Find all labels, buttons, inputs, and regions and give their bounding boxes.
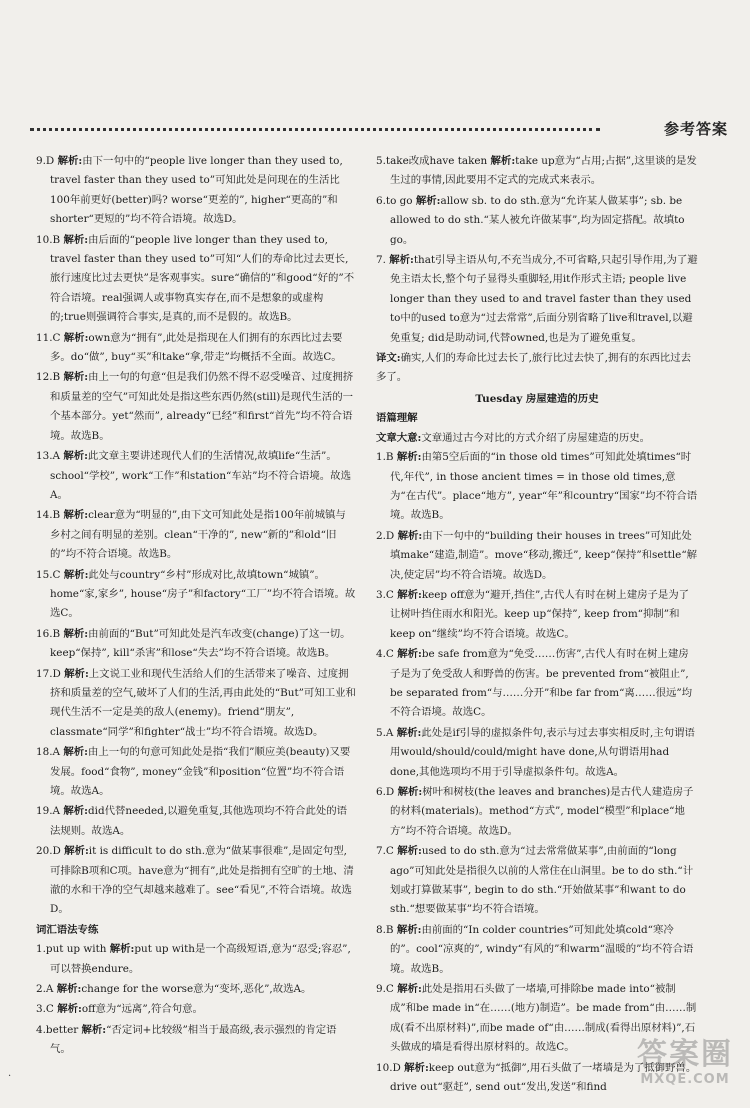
answer-number: 5.take改成have taken (376, 155, 488, 167)
reading-answer-list (376, 448, 698, 1097)
answer-number: 9.C (376, 983, 394, 996)
answer-entry (36, 231, 356, 328)
answer-number: 17.D (36, 667, 61, 680)
article-summary (376, 429, 698, 448)
analysis-label: 解析: (63, 233, 89, 246)
analysis-label: 解析: (396, 726, 422, 739)
analysis-text: off意为“远离”,符合句意。 (81, 1003, 203, 1016)
answer-number: 20.D (36, 845, 61, 858)
answer-number: 8.B (376, 923, 394, 936)
answer-entry (36, 940, 356, 979)
answer-number: 12.B (36, 371, 61, 384)
reading-label: 语篇理解 (376, 412, 418, 425)
analysis-text: 此处是if引导的虚拟条件句,表示与过去事实相反时,主句谓语用would/should/could/might have done,从句谓语用had done,其他选项均不用于引导虚拟条件句。故选A。 (390, 726, 695, 778)
analysis-label: 解析: (404, 1061, 429, 1074)
answer-number: 10.D (376, 1061, 401, 1074)
analysis-label: 解析: (109, 943, 135, 956)
answer-number: 11.C (36, 331, 61, 344)
analysis-label: 解析: (63, 450, 88, 463)
analysis-label: 解析: (397, 786, 423, 798)
analysis-label: 解析: (490, 155, 516, 167)
answer-number: 15.C (36, 568, 61, 581)
tuesday-section-title: Tuesday 房屋建造的历史 (475, 392, 599, 405)
analysis-text: “否定词+比较级”相当于最高级,表示强烈的肯定语气。 (50, 1023, 337, 1056)
answer-entry (376, 251, 698, 348)
watermark-url: MXQE.COM (640, 1072, 730, 1087)
answer-number: 13.A (36, 450, 61, 463)
answer-number: 10.B (36, 233, 61, 246)
margin-mark: · (8, 1071, 12, 1082)
left-column (36, 152, 356, 1061)
analysis-label: 解析: (415, 194, 441, 207)
answer-entry (36, 665, 356, 743)
header-dotted-rule (30, 128, 600, 131)
answer-entry (36, 802, 356, 841)
analysis-text: used to do sth.意为“过去常常做某事”,由前面的“long ago”可知此处是指很久以前的人常住在山洞里。be to do sth.“计划或打算做某事”, begin to do sth.“开始做某事”和want to do sth.“想要做某事”均不符合语境。 (390, 845, 694, 916)
answer-number: 7. (376, 254, 386, 267)
analysis-text: 由下一句中的“building their houses in trees”可知此处填make“建造,制造”。move“移动,搬迁”, keep“保持”和settle“解决,使定居”均不符合语境。故选D。 (390, 529, 698, 581)
answer-number: 6.D (376, 786, 395, 798)
answer-entry (376, 842, 698, 920)
answer-entry (376, 921, 698, 979)
right-top-answer-list (376, 152, 698, 348)
answer-number: 1.B (376, 451, 394, 464)
analysis-text: clear意为“明显的”,由下文可知此处是指100年前城镇与乡村之间有明显的差别。clean“干净的”, new“新的”和old“旧的”均不符合语境。故选B。 (50, 509, 346, 561)
answer-number: 6.to go (376, 194, 413, 207)
page-header-title: 参考答案 (663, 120, 728, 138)
answer-entry (36, 1021, 356, 1060)
analysis-text: 由第5空后面的“in those old times”可知此处填times“时代,年代”, in those ancient times = in those old times,意为“在古代”。place“地方”, year“年”和country“国家”均不符合语境。故选B。 (390, 451, 698, 522)
analysis-text: that引导主语从句,不充当成分,不可省略,只起引导作用,为了避免主语太长,整个句子显得头重脚轻,用it作形式主语; people live longer than they used to and travel faster than they used to中的used to意为“过去常常”,后面分别省略了live和travel,以避免重复; did是助动词,代替owned,也是为了避免重复。 (390, 254, 698, 344)
answer-entry (36, 152, 356, 230)
answer-number: 7.C (376, 845, 394, 858)
answer-entry (36, 566, 356, 624)
answer-number: 3.C (36, 1003, 54, 1016)
analysis-label: 解析: (63, 746, 88, 759)
answer-number: 14.B (36, 509, 61, 522)
answer-entry (376, 527, 698, 585)
analysis-label: 解析: (64, 667, 89, 680)
answer-number: 16.B (36, 627, 61, 640)
analysis-label: 解析: (63, 568, 89, 581)
analysis-label: 解析: (64, 845, 89, 858)
analysis-label: 解析: (63, 371, 89, 384)
answer-entry (36, 1000, 356, 1019)
translation (376, 349, 698, 388)
analysis-text: 此文章主要讲述现代人们的生活情况,故填life“生活”。school“学校”, work“工作”和station“车站”均不符合语境。故选A。 (50, 450, 351, 501)
analysis-text: 由前面的“In colder countries”可知此处填cold“寒冷的”。cool“凉爽的”, windy“有风的”和warm“温暖的”均不符合语境。故选B。 (390, 923, 694, 975)
answer-number: 1.put up with (36, 943, 107, 956)
analysis-text: did代替needed,以避免重复,其他选项均不符合此处的语法规则。故选A。 (50, 805, 348, 837)
analysis-label: 解析: (396, 923, 422, 936)
analysis-label: 解析: (57, 155, 83, 167)
analysis-label: 解析: (397, 588, 422, 601)
analysis-text: keep off意为“避开,挡住”,古代人有时在树上建房子是为了让树叶挡住雨水和阳光。keep up“保持”, keep from“抑制”和keep on“继续”均不符合语境。故选C。 (390, 588, 690, 640)
analysis-text: 由前面的“But”可知此处是汽车改变(change)了这一切。keep“保持”, kill“杀害”和lose“失去”均不符合语境。故选B。 (50, 627, 351, 660)
answer-entry (376, 152, 698, 191)
vocab-answer-list (36, 940, 356, 1059)
analysis-label: 解析: (57, 1003, 82, 1016)
summary-label: 文章大意: (376, 431, 422, 444)
answer-entry (36, 447, 356, 505)
analysis-text: 上文说工业和现代生活给人们的生活带来了噪音、过度拥挤和质量差的空气,破坏了人们的生活,再由此处的“But”可知工业和现代生活不一定是美的敌人(enemy)。friend“朋友”, classmate“同学”和fighter“战士”均不符合语境。故选D。 (50, 667, 356, 738)
analysis-label: 解析: (397, 983, 422, 996)
watermark-text: 答案圈 (637, 1037, 733, 1072)
analysis-text: 此处是指用石头做了一堵墙,可排除be made into“被制成”和be made in“在……(地方)制造”。be made from“由……制成(看不出原材料)”,而be made of“由……制成(看得出原材料)”,石头做成的墙是看得出原材料的。故选C。 (390, 983, 697, 1054)
analysis-text: allow sb. to do sth.意为“允许某人做某事”; sb. be allowed to do sth.“某人被允许做某事”,均为固定搭配。故填to go。 (390, 194, 685, 246)
answer-entry (36, 329, 356, 368)
vocab-section-title: 词汇语法专练 (36, 923, 99, 936)
answer-entry (36, 625, 356, 664)
analysis-text: be safe from意为“免受……伤害”,古代人有时在树上建房子是为了免受敌人和野兽的伤害。be prevented from“被阻止”, be separated from“与……分开”和be far from“离……很远”均不符合语境。故选C。 (390, 648, 693, 719)
analysis-label: 解析: (397, 529, 423, 542)
analysis-label: 解析: (63, 331, 89, 344)
answer-entry (376, 192, 698, 250)
answer-number: 9.D (36, 155, 55, 167)
analysis-label: 解析: (81, 1023, 107, 1036)
analysis-text: 此处与country“乡村”形成对比,故填town“城镇”。home“家,家乡”, house“房子”和factory“工厂”均不符合语境。故选C。 (50, 568, 356, 620)
answer-entry (36, 842, 356, 920)
analysis-label: 解析: (63, 805, 88, 818)
answer-number: 4.better (36, 1023, 79, 1036)
analysis-text: 由上一句的句意可知此处是指“我们”顺应美(beauty)又要发展。food“食物”, money“金钱”和position“位置”均不符合语境。故选A。 (50, 746, 351, 797)
answer-entry (376, 645, 698, 723)
answer-entry (376, 448, 698, 526)
translation-text: 确实,人们的寿命比过去长了,旅行比过去快了,拥有的东西比过去多了。 (376, 352, 692, 384)
answer-number: 5.A (376, 726, 394, 739)
analysis-text: keep out意为“抵御”,用石头做了一堵墙是为了抵御野兽。drive out“驱赶”, send out“发出,发送”和find (390, 1061, 697, 1094)
analysis-label: 解析: (397, 648, 422, 661)
answer-number: 2.D (376, 529, 395, 542)
answer-number: 4.C (376, 648, 394, 661)
analysis-text: 由上一句的句意“但是我们仍然不得不忍受噪音、过度拥挤和质量差的空气”可知此处是指这些东西仍然(still)是现代生活的一个基本部分。yet“然而”, already“已经”和first“首先”均不符合语境。故选B。 (50, 371, 354, 442)
answer-number: 3.C (376, 588, 394, 601)
analysis-text: change for the worse意为“变坏,恶化”,故选A。 (81, 983, 312, 996)
analysis-text: it is difficult to do sth.意为“做某事很难”,是固定句型,可排除B项和C项。have意为“拥有”,此处是指拥有空旷的土地、清澈的水和干净的空气却越来越难了。see“看见”,不符合语境。故选D。 (50, 845, 354, 916)
left-answer-list (36, 152, 356, 920)
analysis-text: 由下一句中的“people live longer than they used to, travel faster than they used to”可知此处是问现在的生活比100年前更好(better)吗? worse“更差的”, higher“更高的”和shorter“更短的”均不符合语境。故选D。 (50, 155, 343, 226)
answer-entry (376, 783, 698, 841)
answer-entry (36, 743, 356, 801)
analysis-text: 由后面的“people live longer than they used to, travel faster than they used to”可知“人们的寿命比过去更长,旅行速度比过去更快”是客观事实。sure“确信的”和good“好的”不符合语境。real强调人或事物真实存在,而不是想象的或虚构的;true则强调符合事实,是真的,而不是假的。故选B。 (50, 233, 355, 324)
analysis-text: take up意为“占用;占据”,这里谈的是发生过的事情,因此要用不定式的完成式来表示。 (390, 155, 697, 187)
analysis-label: 解析: (397, 845, 422, 858)
analysis-label: 解析: (396, 451, 422, 464)
answer-entry (376, 724, 698, 782)
analysis-label: 解析: (63, 509, 89, 522)
answer-entry (376, 586, 698, 644)
answer-entry (36, 980, 356, 999)
translation-label: 译文: (376, 352, 401, 365)
watermark-logo (630, 1038, 740, 1098)
summary-text: 文章通过古今对比的方式介绍了房屋建造的历史。 (421, 431, 650, 444)
right-column (376, 152, 698, 1099)
answer-entry (36, 368, 356, 446)
analysis-text: 树叶和树枝(the leaves and branches)是古代人建造房子的材料(materials)。method“方式”, model“模型”和place“地方”均不符合语境。故选D。 (390, 786, 694, 837)
answer-number: 2.A (36, 983, 54, 996)
answer-number: 19.A (36, 805, 61, 818)
answer-number: 18.A (36, 746, 61, 759)
analysis-label: 解析: (63, 627, 89, 640)
analysis-label: 解析: (56, 983, 82, 996)
analysis-label: 解析: (389, 254, 414, 267)
analysis-text: own意为“拥有”,此处是指现在人们拥有的东西比过去要多。do“做”, buy“买”和take“拿,带走”均概括不全面。故选C。 (50, 331, 343, 364)
answer-entry (36, 506, 356, 564)
analysis-text: put up with是一个高级短语,意为“忍受;容忍”,可以替换endure。 (50, 943, 351, 975)
